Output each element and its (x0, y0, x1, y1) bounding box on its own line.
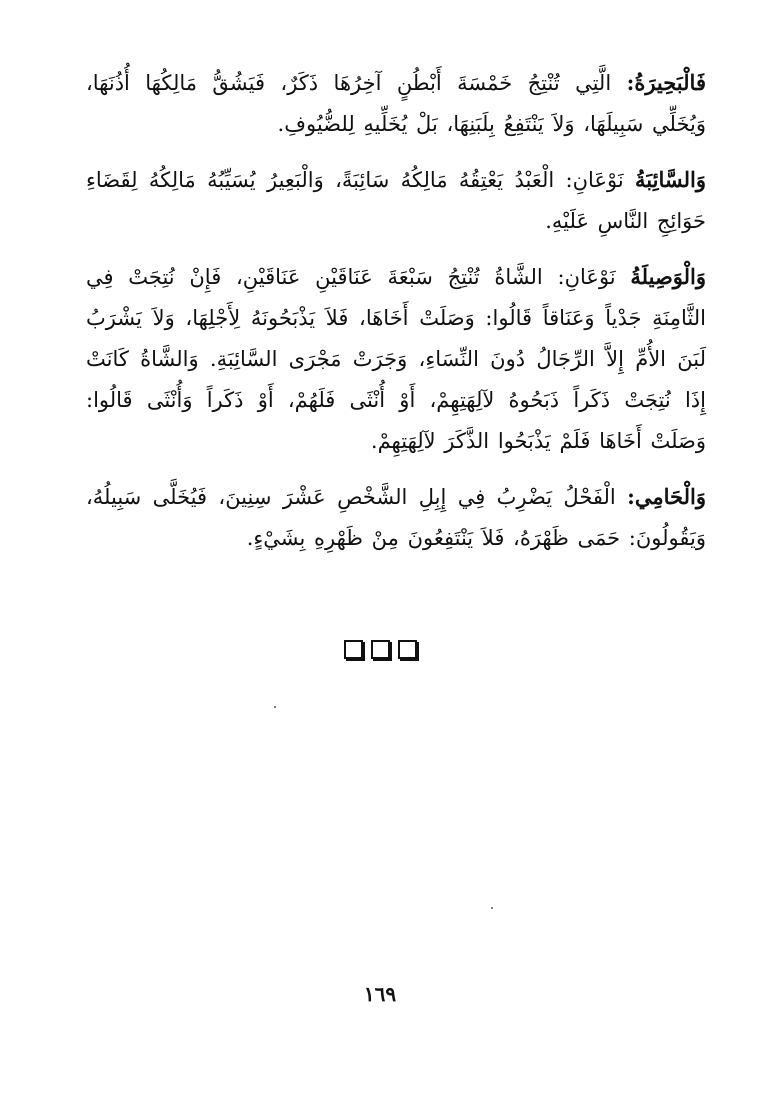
paragraph-hami (86, 476, 706, 559)
term-saiba: وَالسَّائِبَةُ (635, 167, 706, 192)
scan-speck (274, 706, 276, 708)
paragraph-saiba (86, 159, 706, 242)
scan-speck (491, 907, 493, 909)
term-wasila: وَالْوَصِيلَةُ (630, 264, 706, 289)
paragraph-bahira (86, 62, 706, 145)
page-body (86, 62, 706, 573)
square-ornament-icon (398, 640, 417, 659)
square-ornament-icon (371, 640, 390, 659)
square-ornament-icon (344, 640, 363, 659)
page-number: ١٦٩ (363, 982, 397, 1006)
term-hami: وَالْحَامِي: (627, 484, 706, 509)
term-bahira: فَالْبَحِيرَةُ: (626, 70, 706, 95)
definition-saiba: نَوْعَانِ: الْعَبْدُ يَعْتِقُهُ مَالِكُهُ سَائِبَةً، وَالْبَعِيرُ يُسَيِّبُهُ مَالِكُهُ لِقَضَاءِ حَوَائِجِ النَّاسِ عَلَيْهِ. (86, 168, 706, 233)
definition-bahira: الَّتِي تُنْتِجُ خَمْسَةَ أَبْطُنٍ آخِرُهَا ذَكَرٌ، فَيَشُقُّ مَالِكُهَا أُذُنَهَا، وَيُخَلِّي سَبِيلَهَا، وَلاَ يَنْتَفِعُ بِلَبَنِهَا، بَلْ يُخَلِّيهِ لِلضُّيُوفِ. (86, 71, 706, 136)
definition-wasila: نَوْعَانِ: الشَّاةُ تُنْتِجُ سَبْعَةَ عَنَاقَيْنِ عَنَاقَيْنِ، فَإِنْ نُتِجَتْ فِي الثَّامِنَةِ جَدْياً وَعَنَاقاً قَالُوا: وَصَلَتْ أَخَاهَا، فَلاَ يَذْبَحُونَهُ لِأَجْلِهَا، وَلاَ يَشْرَبُ لَبَنَ الأُمِّ إِلاَّ الرِّجَالُ دُونَ النِّسَاءِ، وَجَرَتْ مَجْرَى السَّائِبَةِ. وَالشَّاةُ كَانَتْ إِذَا نُتِجَتْ ذَكَراً ذَبَحُوهُ لآلِهَتِهِمْ، أَوْ أُنْثَى فَلَهُمْ، أَوْ ذَكَراً وَأُنْثَى قَالُوا: وَصَلَتْ أَخَاهَا فَلَمْ يَذْبَحُوا الذَّكَرَ لآلِهَتِهِمْ. (86, 265, 706, 453)
paragraph-wasila (86, 256, 706, 462)
definition-hami: الْفَحْلُ يَضْرِبُ فِي إِبِلِ الشَّخْصِ عَشْرَ سِنِينَ، فَيُخَلَّى سَبِيلُهُ، وَيَقُولُونَ: حَمَى ظَهْرَهُ، فَلاَ يَنْتَفِعُونَ مِنْ ظَهْرِهِ بِشَيْءٍ. (86, 485, 706, 550)
section-end-ornament (0, 640, 760, 659)
